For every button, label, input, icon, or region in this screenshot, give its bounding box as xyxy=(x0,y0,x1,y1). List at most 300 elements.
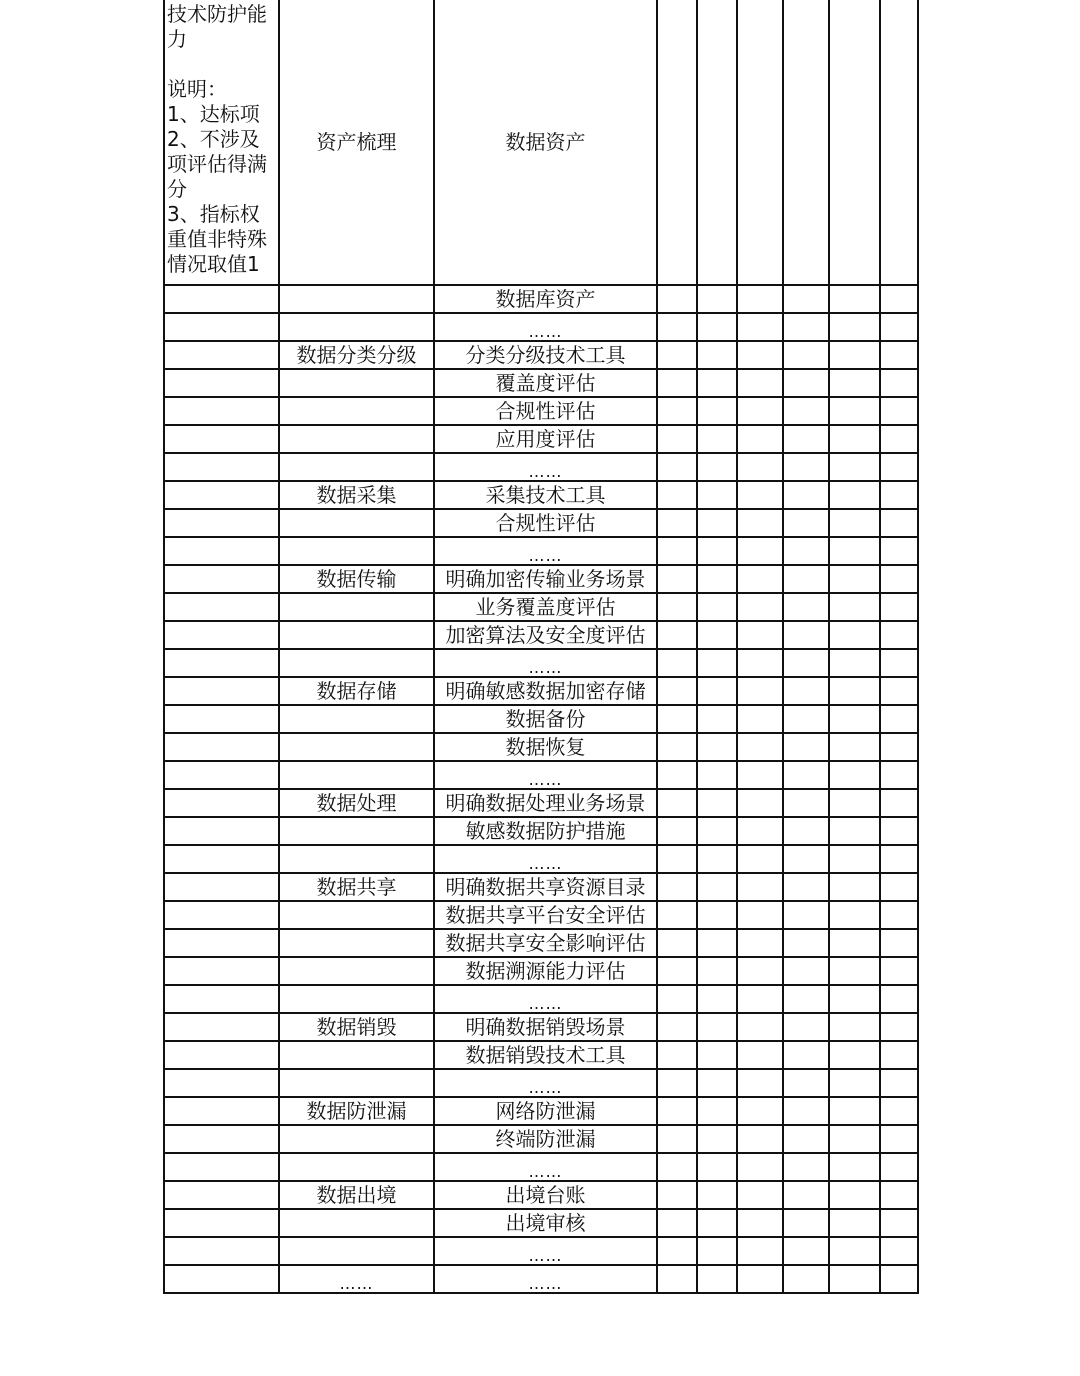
ellipsis-text: …… xyxy=(528,1162,563,1181)
score-cell xyxy=(829,901,880,929)
score-cell xyxy=(783,1041,829,1069)
score-cell xyxy=(783,537,829,565)
score-cell xyxy=(783,341,829,369)
score-cell xyxy=(829,1013,880,1041)
score-cell xyxy=(657,761,697,789)
score-cell xyxy=(737,649,783,677)
score-cell xyxy=(697,873,737,901)
score-cell xyxy=(783,1097,829,1125)
score-cell xyxy=(783,845,829,873)
score-cell xyxy=(737,369,783,397)
table-row xyxy=(164,817,918,845)
item-cell: 明确加密传输业务场景 xyxy=(434,565,657,593)
score-cell xyxy=(657,537,697,565)
score-cell xyxy=(657,705,697,733)
group-cell xyxy=(279,397,434,425)
group-cell: 数据防泄漏 xyxy=(279,1097,434,1125)
score-cell xyxy=(657,649,697,677)
table-row xyxy=(164,1265,918,1293)
category-empty-cell xyxy=(164,593,279,621)
score-cell xyxy=(783,901,829,929)
score-cell xyxy=(783,369,829,397)
score-cell xyxy=(829,593,880,621)
table-row xyxy=(164,1041,918,1069)
score-cell xyxy=(829,1181,880,1209)
group-cell xyxy=(279,453,434,481)
group-cell xyxy=(279,593,434,621)
score-cell xyxy=(657,425,697,453)
score-cell xyxy=(783,789,829,817)
score-cell xyxy=(880,593,918,621)
score-cell xyxy=(657,481,697,509)
score-cell xyxy=(697,761,737,789)
score-cell xyxy=(880,481,918,509)
score-cell xyxy=(737,1097,783,1125)
score-cell xyxy=(880,1013,918,1041)
score-cell xyxy=(880,733,918,761)
group-cell xyxy=(279,1209,434,1237)
score-cell xyxy=(697,1069,737,1097)
category-empty-cell xyxy=(164,621,279,649)
score-cell xyxy=(783,1181,829,1209)
category-line: 情况取值1 xyxy=(167,252,260,276)
score-cell xyxy=(829,481,880,509)
table-row xyxy=(164,509,918,537)
score-cell xyxy=(829,1265,880,1293)
score-cell xyxy=(880,1237,918,1265)
score-cell xyxy=(783,481,829,509)
item-cell xyxy=(434,1069,657,1097)
score-cell xyxy=(783,649,829,677)
score-cell xyxy=(697,1153,737,1181)
score-cell xyxy=(880,285,918,313)
score-cell xyxy=(697,313,737,341)
table-row xyxy=(164,1153,918,1181)
score-cell xyxy=(737,1013,783,1041)
score-cell xyxy=(783,957,829,985)
item-cell: 合规性评估 xyxy=(434,397,657,425)
category-empty-cell xyxy=(164,985,279,1013)
category-cell xyxy=(164,0,279,285)
score-cell xyxy=(657,1041,697,1069)
score-cell xyxy=(697,901,737,929)
score-cell xyxy=(697,593,737,621)
category-empty-cell xyxy=(164,1013,279,1041)
score-cell xyxy=(829,285,880,313)
score-cell xyxy=(697,509,737,537)
score-cell xyxy=(829,313,880,341)
group-cell xyxy=(279,425,434,453)
table-row xyxy=(164,397,918,425)
score-cell xyxy=(697,0,737,285)
table-row xyxy=(164,873,918,901)
table-row xyxy=(164,1181,918,1209)
table-row xyxy=(164,621,918,649)
score-cell xyxy=(657,1125,697,1153)
score-cell xyxy=(880,453,918,481)
score-cell xyxy=(737,313,783,341)
table-row xyxy=(164,537,918,565)
score-cell xyxy=(737,1265,783,1293)
score-cell xyxy=(697,705,737,733)
group-cell xyxy=(279,537,434,565)
score-cell xyxy=(657,0,697,285)
score-cell xyxy=(829,957,880,985)
score-cell xyxy=(737,425,783,453)
ellipsis-text: …… xyxy=(528,1078,563,1097)
score-cell xyxy=(829,705,880,733)
category-line: 1、达标项 xyxy=(167,102,260,126)
table-row xyxy=(164,761,918,789)
score-cell xyxy=(737,565,783,593)
score-cell xyxy=(783,425,829,453)
category-empty-cell xyxy=(164,733,279,761)
category-empty-cell xyxy=(164,341,279,369)
table-row xyxy=(164,733,918,761)
item-cell: 敏感数据防护措施 xyxy=(434,817,657,845)
item-cell: 明确敏感数据加密存储 xyxy=(434,677,657,705)
category-empty-cell xyxy=(164,1069,279,1097)
score-cell xyxy=(783,1153,829,1181)
score-cell xyxy=(880,341,918,369)
score-cell xyxy=(783,313,829,341)
table-row xyxy=(164,1097,918,1125)
score-cell xyxy=(697,1125,737,1153)
score-cell xyxy=(783,1265,829,1293)
category-empty-cell xyxy=(164,565,279,593)
ellipsis-text: …… xyxy=(528,770,563,789)
score-cell xyxy=(697,1097,737,1125)
table-row xyxy=(164,369,918,397)
group-cell xyxy=(279,1125,434,1153)
group-cell xyxy=(279,985,434,1013)
score-cell xyxy=(657,817,697,845)
table-row xyxy=(164,481,918,509)
item-cell: 明确数据共享资源目录 xyxy=(434,873,657,901)
score-cell xyxy=(829,677,880,705)
category-empty-cell xyxy=(164,453,279,481)
category-empty-cell xyxy=(164,901,279,929)
item-cell: 数据共享平台安全评估 xyxy=(434,901,657,929)
score-cell xyxy=(880,621,918,649)
score-cell xyxy=(737,677,783,705)
score-cell xyxy=(657,369,697,397)
group-cell xyxy=(279,1069,434,1097)
score-cell xyxy=(880,761,918,789)
score-cell xyxy=(697,481,737,509)
score-cell xyxy=(829,761,880,789)
score-cell xyxy=(783,1069,829,1097)
ellipsis-text: …… xyxy=(528,462,563,481)
table-row xyxy=(164,593,918,621)
item-cell xyxy=(434,845,657,873)
category-empty-cell xyxy=(164,845,279,873)
table-row xyxy=(164,425,918,453)
score-cell xyxy=(783,285,829,313)
score-cell xyxy=(737,733,783,761)
evaluation-table xyxy=(163,0,919,1294)
score-cell xyxy=(657,509,697,537)
group-cell xyxy=(279,929,434,957)
score-cell xyxy=(783,985,829,1013)
group-cell: 数据共享 xyxy=(279,873,434,901)
score-cell xyxy=(783,1209,829,1237)
table-row xyxy=(164,341,918,369)
score-cell xyxy=(697,789,737,817)
score-cell xyxy=(697,285,737,313)
score-cell xyxy=(880,1153,918,1181)
item-cell: 出境台账 xyxy=(434,1181,657,1209)
item-cell: 明确数据处理业务场景 xyxy=(434,789,657,817)
ellipsis-text: …… xyxy=(528,1246,563,1265)
score-cell xyxy=(880,1125,918,1153)
item-cell: 数据共享安全影响评估 xyxy=(434,929,657,957)
score-cell xyxy=(829,733,880,761)
item-cell: 数据恢复 xyxy=(434,733,657,761)
table-row xyxy=(164,677,918,705)
score-cell xyxy=(783,1013,829,1041)
score-cell xyxy=(737,1153,783,1181)
score-cell xyxy=(737,593,783,621)
category-empty-cell xyxy=(164,1265,279,1293)
item-cell: 数据备份 xyxy=(434,705,657,733)
group-cell xyxy=(279,285,434,313)
item-cell: 采集技术工具 xyxy=(434,481,657,509)
score-cell xyxy=(783,929,829,957)
score-cell xyxy=(697,985,737,1013)
score-cell xyxy=(697,1209,737,1237)
score-cell xyxy=(880,957,918,985)
score-cell xyxy=(657,1237,697,1265)
score-cell xyxy=(737,285,783,313)
score-cell xyxy=(737,789,783,817)
score-cell xyxy=(880,817,918,845)
score-cell xyxy=(829,817,880,845)
category-empty-cell xyxy=(164,1181,279,1209)
score-cell xyxy=(829,537,880,565)
category-empty-cell xyxy=(164,369,279,397)
group-cell xyxy=(279,705,434,733)
score-cell xyxy=(657,565,697,593)
score-cell xyxy=(657,397,697,425)
score-cell xyxy=(880,397,918,425)
category-empty-cell xyxy=(164,957,279,985)
score-cell xyxy=(697,817,737,845)
score-cell xyxy=(657,1069,697,1097)
ellipsis-text: …… xyxy=(528,1274,563,1293)
item-cell xyxy=(434,649,657,677)
score-cell xyxy=(829,369,880,397)
score-cell xyxy=(880,649,918,677)
score-cell xyxy=(657,1181,697,1209)
score-cell xyxy=(829,1041,880,1069)
score-cell xyxy=(697,537,737,565)
group-cell: 数据处理 xyxy=(279,789,434,817)
category-empty-cell xyxy=(164,649,279,677)
ellipsis-text: …… xyxy=(528,322,563,341)
item-cell: 合规性评估 xyxy=(434,509,657,537)
group-cell xyxy=(279,621,434,649)
score-cell xyxy=(880,929,918,957)
score-cell xyxy=(657,929,697,957)
group-cell xyxy=(279,369,434,397)
score-cell xyxy=(783,817,829,845)
group-cell xyxy=(279,845,434,873)
ellipsis-text: …… xyxy=(528,854,563,873)
score-cell xyxy=(737,929,783,957)
score-cell xyxy=(657,1265,697,1293)
category-empty-cell xyxy=(164,537,279,565)
category-empty-cell xyxy=(164,873,279,901)
ellipsis-text: …… xyxy=(528,658,563,677)
group-cell: 数据出境 xyxy=(279,1181,434,1209)
score-cell xyxy=(657,285,697,313)
table-row xyxy=(164,957,918,985)
table-row xyxy=(164,929,918,957)
score-cell xyxy=(697,733,737,761)
score-cell xyxy=(880,369,918,397)
score-cell xyxy=(829,789,880,817)
score-cell xyxy=(737,453,783,481)
score-cell xyxy=(880,845,918,873)
score-cell xyxy=(697,1041,737,1069)
item-cell: 加密算法及安全度评估 xyxy=(434,621,657,649)
score-cell xyxy=(783,453,829,481)
category-empty-cell xyxy=(164,761,279,789)
score-cell xyxy=(783,677,829,705)
score-cell xyxy=(737,481,783,509)
score-cell xyxy=(829,649,880,677)
score-cell xyxy=(737,985,783,1013)
score-cell xyxy=(697,677,737,705)
score-cell xyxy=(880,0,918,285)
table-row xyxy=(164,285,918,313)
item-cell xyxy=(434,453,657,481)
score-cell xyxy=(829,1069,880,1097)
score-cell xyxy=(829,565,880,593)
score-cell xyxy=(697,929,737,957)
score-cell xyxy=(697,621,737,649)
table-body xyxy=(164,0,918,1293)
score-cell xyxy=(829,397,880,425)
score-cell xyxy=(783,593,829,621)
category-line: 2、不涉及 xyxy=(167,127,260,151)
score-cell xyxy=(737,1125,783,1153)
category-empty-cell xyxy=(164,509,279,537)
score-cell xyxy=(880,425,918,453)
category-line: 3、指标权 xyxy=(167,202,260,226)
score-cell xyxy=(657,621,697,649)
table-row xyxy=(164,1209,918,1237)
score-cell xyxy=(697,649,737,677)
score-cell xyxy=(783,705,829,733)
table-row xyxy=(164,649,918,677)
group-cell xyxy=(279,761,434,789)
item-cell: 明确数据销毁场景 xyxy=(434,1013,657,1041)
score-cell xyxy=(783,1237,829,1265)
score-cell xyxy=(697,397,737,425)
score-cell xyxy=(783,733,829,761)
score-cell xyxy=(829,1125,880,1153)
group-cell: 数据存储 xyxy=(279,677,434,705)
item-cell: 数据库资产 xyxy=(434,285,657,313)
score-cell xyxy=(880,677,918,705)
group-cell: 数据分类分级 xyxy=(279,341,434,369)
ellipsis-text: …… xyxy=(528,546,563,565)
category-empty-cell xyxy=(164,817,279,845)
group-cell: 资产梳理 xyxy=(279,0,434,285)
score-cell xyxy=(829,929,880,957)
ellipsis-text: …… xyxy=(339,1274,374,1293)
score-cell xyxy=(783,621,829,649)
score-cell xyxy=(880,789,918,817)
score-cell xyxy=(737,537,783,565)
score-cell xyxy=(697,957,737,985)
item-cell xyxy=(434,761,657,789)
score-cell xyxy=(829,0,880,285)
score-cell xyxy=(657,845,697,873)
score-cell xyxy=(829,1153,880,1181)
score-cell xyxy=(829,509,880,537)
score-cell xyxy=(657,1209,697,1237)
score-cell xyxy=(880,537,918,565)
score-cell xyxy=(657,957,697,985)
score-cell xyxy=(737,873,783,901)
item-cell: 数据溯源能力评估 xyxy=(434,957,657,985)
score-cell xyxy=(829,1209,880,1237)
category-empty-cell xyxy=(164,481,279,509)
category-empty-cell xyxy=(164,285,279,313)
score-cell xyxy=(737,957,783,985)
score-cell xyxy=(783,0,829,285)
score-cell xyxy=(697,425,737,453)
category-empty-cell xyxy=(164,789,279,817)
score-cell xyxy=(697,341,737,369)
category-line xyxy=(167,52,276,77)
group-cell: 数据传输 xyxy=(279,565,434,593)
score-cell xyxy=(737,761,783,789)
table-row xyxy=(164,705,918,733)
score-cell xyxy=(697,1265,737,1293)
score-cell xyxy=(880,313,918,341)
item-cell xyxy=(434,1153,657,1181)
score-cell xyxy=(880,1041,918,1069)
score-cell xyxy=(783,873,829,901)
score-cell xyxy=(829,873,880,901)
item-cell: 数据资产 xyxy=(434,0,657,285)
score-cell xyxy=(737,341,783,369)
group-cell xyxy=(279,1265,434,1293)
score-cell xyxy=(829,1237,880,1265)
score-cell xyxy=(737,0,783,285)
item-cell: 应用度评估 xyxy=(434,425,657,453)
group-cell xyxy=(279,509,434,537)
score-cell xyxy=(783,509,829,537)
score-cell xyxy=(657,985,697,1013)
table-row xyxy=(164,845,918,873)
score-cell xyxy=(697,453,737,481)
score-cell xyxy=(737,1181,783,1209)
group-cell: 数据采集 xyxy=(279,481,434,509)
score-cell xyxy=(880,1181,918,1209)
category-line: 力 xyxy=(167,27,187,51)
score-cell xyxy=(737,705,783,733)
score-cell xyxy=(657,677,697,705)
score-cell xyxy=(657,1013,697,1041)
score-cell xyxy=(657,341,697,369)
score-cell xyxy=(880,705,918,733)
score-cell xyxy=(737,1209,783,1237)
